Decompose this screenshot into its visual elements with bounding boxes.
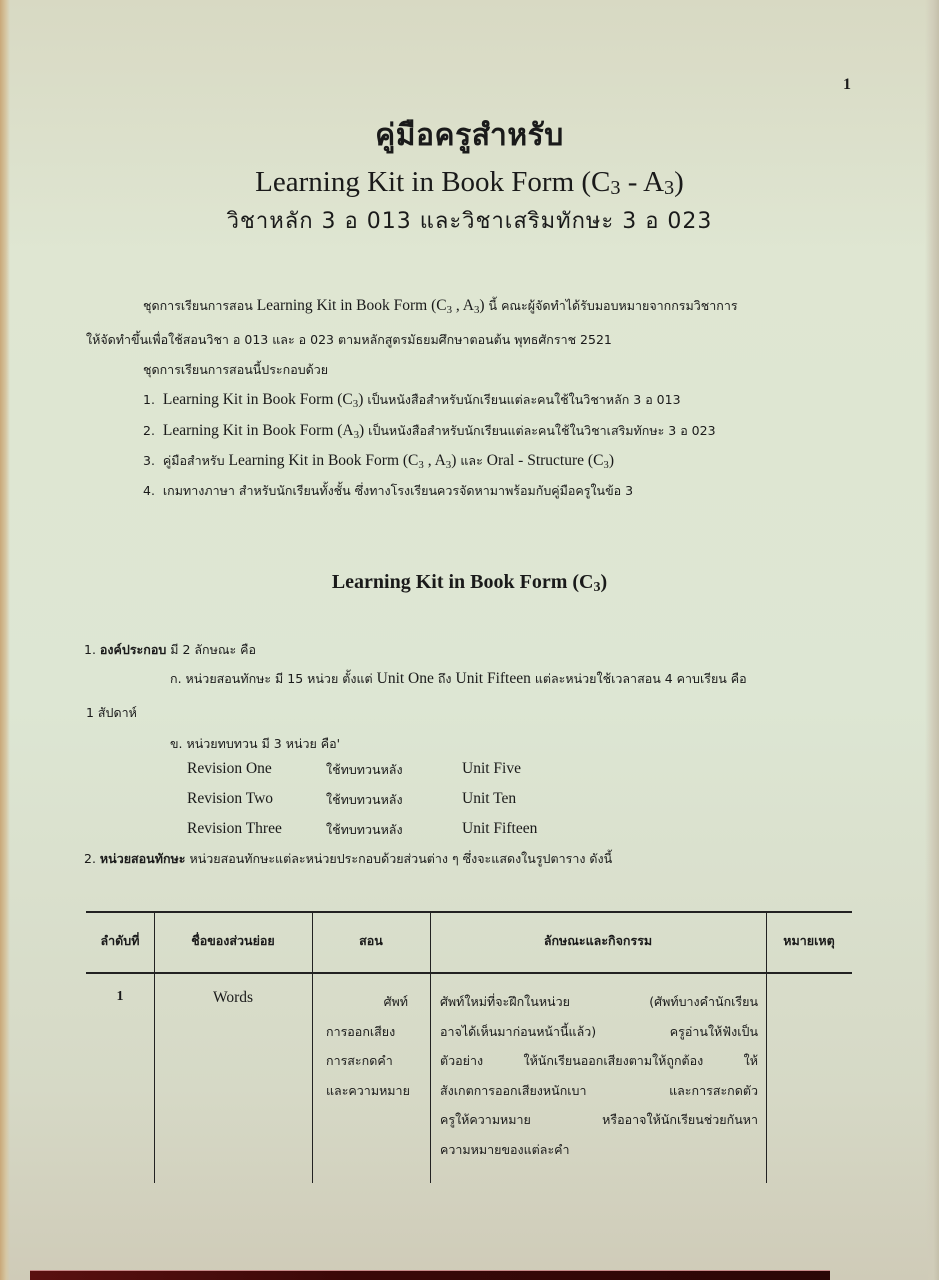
section-heading: Learning Kit in Book Form $(C_3)$ — [331, 571, 608, 595]
column-header-order: ลำดับที่ — [100, 933, 140, 948]
column-divider — [766, 911, 767, 1183]
page-subtitle: วิชาหลัก 3 อ 013 และวิชาเสริมทักษะ 3 อ 023 — [226, 209, 713, 234]
table-cell-activities: ศัพท์ใหม่ที่จะฝึกในหน่วย (ศัพท์บางคำนักเรียน อาจได้เห็นมาก่อนหน้านี้แล้ว) ครูอ่านให้ฟังเป็น ตัวอย่าง ให้นักเรียนออกเสียงตามให้ถูกต้อง ให้ สังเกตการออกเสียงหนักเบา และการสะกดตัว ครูให้ความหมาย หรืออาจให้นักเรียนช่วยกันหา ความหมายของแต่ละคำ — [440, 994, 758, 1157]
revision-unit: Unit Ten — [462, 790, 517, 807]
list-item: 4. เกมทางภาษา สำหรับนักเรียนทั้งชั้น ซึ่งทางโรงเรียนควรจัดหามาพร้อมกับคู่มือครูในข้อ 3 — [143, 483, 634, 498]
revision-unit: Unit Five — [462, 760, 521, 777]
table-cell-part-name: Words — [212, 989, 254, 1006]
point-revision-units: ข. หน่วยทบทวน มี 3 หน่วย คือ' — [170, 736, 341, 751]
revision-name: Revision Two — [187, 790, 274, 807]
table-header-rule — [86, 972, 852, 974]
revision-name: Revision One — [187, 760, 272, 777]
table-top-rule — [86, 911, 852, 913]
revision-name: Revision Three — [187, 820, 282, 837]
column-header-teach: สอน — [359, 933, 383, 948]
intro-components-lead: ชุดการเรียนการสอนนี้ประกอบด้วย — [143, 362, 329, 377]
revision-usage: ใช้ทบทวนหลัง — [326, 762, 403, 777]
point-components: 1. องค์ประกอบ มี 2 ลักษณะ คือ — [84, 642, 257, 657]
list-item: 1. Learning Kit in Book Form $(C_3)$ เป็นหนังสือสำหรับนักเรียนแต่ละคนใช้ในวิชาหลัก 3 อ 013 — [143, 391, 681, 410]
column-header-part-name: ชื่อของส่วนย่อย — [191, 933, 275, 948]
binding-edge — [30, 1270, 830, 1280]
column-divider — [154, 911, 155, 1183]
point-skill-units-continued: 1 สัปดาห์ — [86, 705, 137, 720]
column-header-activities: ลักษณะและกิจกรรม — [543, 933, 653, 948]
revision-usage: ใช้ทบทวนหลัง — [326, 822, 403, 837]
point-skill-units: ก. หน่วยสอนทักษะ มี 15 หน่วย ตั้งแต่ Unit One ถึง Unit Fifteen แต่ละหน่วยใช้เวลาสอน 4 คาบเรียน คือ — [170, 670, 747, 687]
table-cell-order: 1 — [116, 989, 124, 1004]
page-title-thai: คู่มือครูสำหรับ — [375, 118, 564, 153]
point-skill-unit-structure: 2. หน่วยสอนทักษะ หน่วยสอนทักษะแต่ละหน่วยประกอบด้วยส่วนต่าง ๆ ซึ่งจะแสดงในรูปตาราง ดังนี้ — [84, 851, 613, 866]
unit-structure-table — [86, 911, 852, 1183]
page-title-english: Learning Kit in Book Form $(C_3 - A_3)$ — [255, 166, 684, 199]
revision-usage: ใช้ทบทวนหลัง — [326, 792, 403, 807]
revision-unit: Unit Fifteen — [462, 820, 538, 837]
list-item: 3. คู่มือสำหรับ Learning Kit in Book Form ($C_3$ , $A_3$) และ Oral - Structure $(C_3)$ — [143, 452, 615, 471]
table-cell-teach: ศัพท์ การออกเสียง การสะกดคำ และความหมาย — [326, 994, 410, 1098]
intro-paragraph: ชุดการเรียนการสอน Learning Kit in Book Form ($C_3$ , $A_3$) นี้ คณะผู้จัดทำได้รับมอบหมายจากกรมวิชาการ — [143, 297, 738, 316]
list-item: 2. Learning Kit in Book Form $(A_3)$ เป็นหนังสือสำหรับนักเรียนแต่ละคนใช้ในวิชาเสริมทักษะ 3 อ 023 — [143, 422, 716, 441]
column-header-remarks: หมายเหตุ — [783, 933, 835, 948]
intro-paragraph-continued: ให้จัดทำขึ้นเพื่อใช้สอนวิชา อ 013 และ อ 023 ตามหลักสูตรมัธยมศึกษาตอนต้น พุทธศักราช 2521 — [86, 332, 612, 347]
page-number: 1 — [843, 76, 851, 93]
